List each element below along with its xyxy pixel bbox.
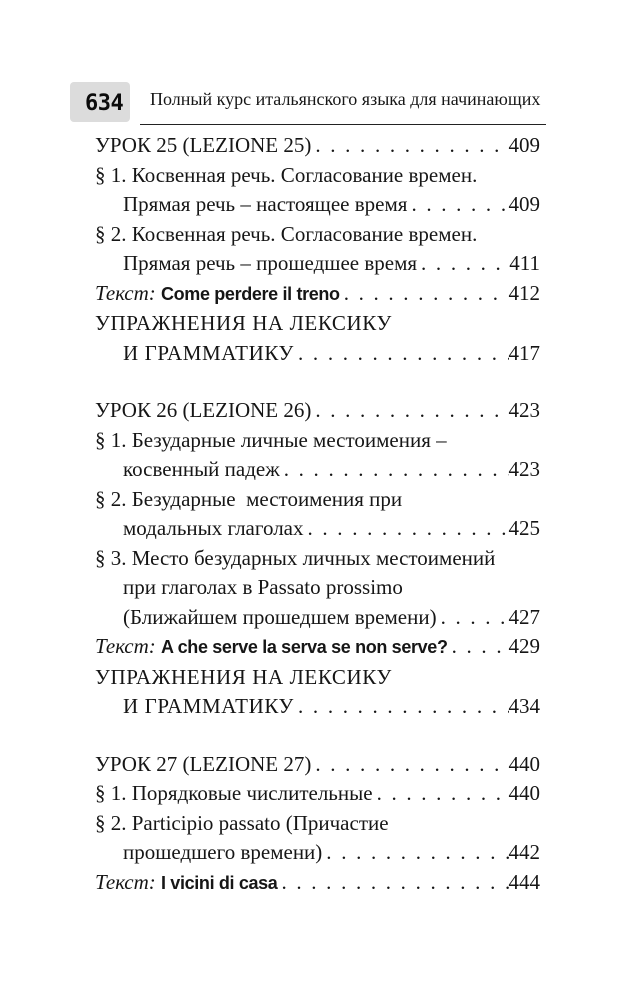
section-title-continued: Прямая речь – прошедшее время — [123, 251, 418, 275]
toc-page-number: 442 — [508, 840, 540, 864]
dot-leader — [294, 339, 508, 369]
toc-entry-section[interactable] — [95, 485, 540, 544]
lesson-heading: УРОК 27 (LEZIONE 27) — [95, 751, 312, 776]
toc-page-number: 409 — [508, 133, 540, 157]
page-header — [70, 76, 546, 124]
running-title: Полный курс итальянского языка для начинающих — [150, 89, 541, 109]
lesson-25-block — [95, 131, 540, 368]
section-title: § 2. Безударные местоимения при — [95, 486, 403, 511]
dot-leader — [311, 396, 508, 426]
lesson-heading: УРОК 26 (LEZIONE 26) — [95, 398, 312, 422]
toc-entry-exercises[interactable] — [95, 309, 540, 368]
section-title: § 1. Косвенная речь. Согласование времен. — [95, 162, 478, 187]
section-title: § 1. Порядковые числительные — [95, 781, 373, 805]
dot-leader — [277, 868, 508, 898]
lesson-heading: УРОК 25 (LEZIONE 25) — [95, 133, 312, 157]
lesson-26-block — [95, 396, 540, 722]
section-title: § 1. Безударные личные местоимения – — [95, 427, 447, 452]
dot-leader — [407, 190, 508, 220]
page-number: 634 — [85, 91, 124, 116]
section-title-continued: модальных глаголах — [123, 516, 304, 540]
section-title-continued: прошедшего времени) — [123, 840, 323, 864]
toc-page-number: 425 — [508, 516, 540, 540]
dot-leader — [373, 779, 509, 809]
dot-leader — [280, 455, 509, 485]
toc-page-number: 429 — [508, 634, 540, 658]
toc-entry-section[interactable] — [95, 426, 540, 485]
text-title: Come perdere il treno — [161, 283, 340, 304]
dot-leader — [304, 514, 509, 544]
toc-page-number: 427 — [508, 604, 540, 629]
exercises-title-continued: И ГРАММАТИКУ — [123, 340, 295, 365]
toc-page-number: 423 — [508, 457, 540, 481]
section-title: § 3. Место безударных личных местоимений — [95, 545, 496, 570]
toc-entry-section[interactable] — [95, 161, 540, 220]
section-title: § 2. Participio passato (Причастие — [95, 810, 389, 835]
dot-leader — [311, 750, 508, 780]
text-label: Текст: — [95, 869, 156, 894]
toc-page-number: 434 — [508, 694, 540, 718]
toc-page-number: 409 — [508, 192, 540, 216]
section-title-continued: при глаголах в Passato prossimo — [123, 575, 403, 599]
toc-entry-exercises[interactable] — [95, 663, 540, 722]
toc-entry-section[interactable] — [95, 809, 540, 868]
table-of-contents — [95, 131, 540, 898]
section-title-continued: Прямая речь – настоящее время — [123, 192, 408, 216]
section-title: § 2. Косвенная речь. Согласование времен. — [95, 221, 478, 246]
toc-entry-section[interactable] — [95, 220, 540, 279]
toc-entry-lesson-heading[interactable] — [95, 396, 540, 426]
exercises-title: УПРАЖНЕНИЯ НА ЛЕКСИКУ — [95, 664, 392, 689]
lesson-27-block — [95, 750, 540, 899]
section-title-continued: косвенный падеж — [123, 457, 280, 481]
toc-page-number: 411 — [509, 251, 540, 275]
toc-entry-text[interactable] — [95, 632, 540, 663]
text-label: Текст: — [95, 280, 156, 305]
header-rule — [140, 124, 546, 125]
toc-entry-lesson-heading[interactable] — [95, 131, 540, 161]
toc-entry-section[interactable] — [95, 544, 540, 633]
page-number-badge — [70, 82, 130, 122]
dot-leader — [437, 603, 509, 633]
dot-leader — [322, 838, 508, 868]
toc-page-number: 440 — [508, 751, 540, 776]
toc-entry-section[interactable] — [95, 779, 540, 809]
section-title-continued: (Ближайшем прошедшем времени) — [123, 604, 437, 629]
dot-leader — [311, 131, 508, 161]
toc-page-number: 417 — [508, 340, 540, 365]
text-title: I vicini di casa — [161, 872, 278, 893]
exercises-title-continued: И ГРАММАТИКУ — [123, 694, 295, 718]
exercises-title: УПРАЖНЕНИЯ НА ЛЕКСИКУ — [95, 311, 392, 335]
dot-leader — [340, 279, 509, 309]
text-label: Текст: — [95, 634, 156, 658]
text-title: A che serve la serva se non serve? — [161, 637, 448, 657]
toc-entry-text[interactable] — [95, 279, 540, 310]
dot-leader — [417, 249, 509, 279]
toc-page-number: 440 — [508, 781, 540, 805]
toc-entry-lesson-heading[interactable] — [95, 750, 540, 780]
toc-page-number: 423 — [508, 398, 540, 422]
toc-entry-text[interactable] — [95, 868, 540, 899]
toc-page-number: 444 — [508, 869, 540, 894]
dot-leader — [294, 692, 508, 722]
dot-leader — [448, 632, 509, 662]
toc-page-number: 412 — [508, 280, 540, 305]
